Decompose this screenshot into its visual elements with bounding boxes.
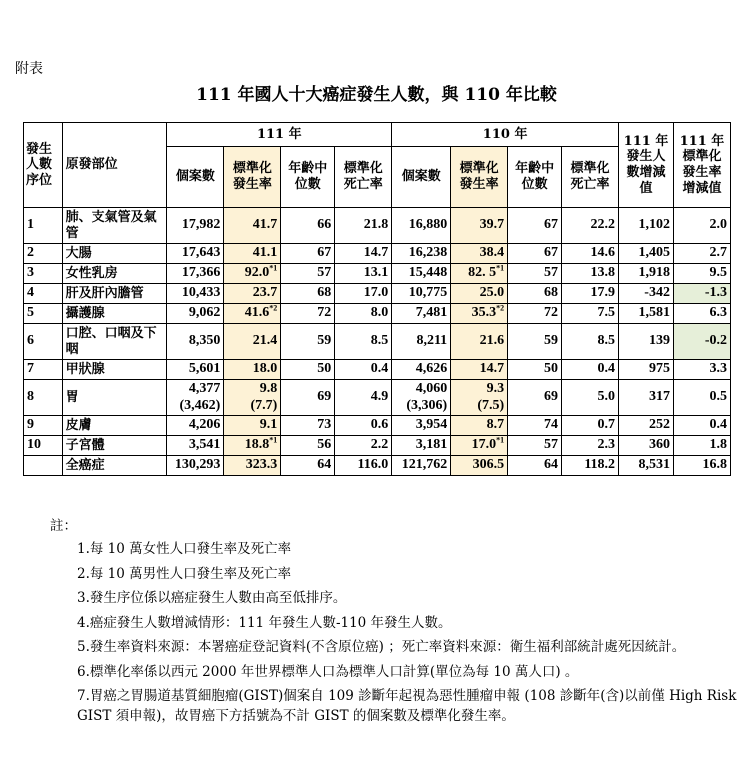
footnote-marker: *1 <box>269 435 278 445</box>
rank-cell: 7 <box>24 360 63 380</box>
age-111-cell <box>281 244 335 264</box>
note-item: 4.癌症發生人數增減情形：111 年發生人數-110 年發生人數。 <box>77 614 452 631</box>
footnote-marker: *2 <box>496 303 505 313</box>
cases-110-cell <box>392 284 451 304</box>
asr-111-cell-value: 18.0 <box>252 361 278 377</box>
cases-110-header: 個案數 <box>392 147 451 208</box>
footnote-marker: *1 <box>496 263 505 273</box>
mortality-111-cell <box>335 244 392 264</box>
asr-110-cell-value: 35.3 <box>471 305 497 321</box>
diff-asr-cell-value: 2.7 <box>709 245 727 261</box>
cases-111-cell-value: 4,206 <box>188 417 221 433</box>
asr-111-header: 標準化發生率 <box>224 147 281 208</box>
age-111-cell-value: 56 <box>317 437 332 453</box>
rank-cell <box>24 456 63 476</box>
mortality-110-header: 標準化死亡率 <box>562 147 619 208</box>
mortality-110-cell <box>562 304 619 324</box>
mortality-110-cell-value: 0.4 <box>597 361 616 377</box>
cases-110-cell <box>392 416 451 436</box>
age-110-cell-value: 72 <box>544 305 559 321</box>
asr-111-cell-value: 9.8 <box>259 380 278 396</box>
table-row <box>24 436 731 456</box>
table-row <box>24 324 731 360</box>
age-110-cell <box>508 436 562 456</box>
cases-110-cell-value: 4,060 <box>415 380 448 396</box>
diff-cases-cell <box>619 244 674 264</box>
diff-asr-cell <box>673 264 730 284</box>
site-cell: 皮膚 <box>62 416 167 436</box>
notes-label: 註： <box>50 518 77 534</box>
cases-110-cell-excluding-gist: (3,306) <box>406 397 448 413</box>
cases-111-cell-value: 4,377 <box>188 380 221 396</box>
cases-111-cell-value: 17,982 <box>181 217 221 233</box>
age-111-cell-value: 67 <box>317 245 332 261</box>
diff-cases-cell-value: 360 <box>648 437 670 453</box>
cases-111-cell <box>167 284 224 304</box>
asr-110-cell-value: 17.0 <box>471 437 497 453</box>
diff-asr-cell-value: 0.5 <box>709 389 727 405</box>
cases-110-cell-value: 16,880 <box>408 217 448 233</box>
age-111-cell <box>281 324 335 360</box>
age-111-cell-value: 57 <box>317 265 332 281</box>
table-row <box>24 208 731 244</box>
note-item: 7.胃癌之胃腸道基質細胞瘤(GIST)個案自 109 診斷年起視為惡性腫瘤申報 (108 診斷年(含)以前僅 High Risk GIST 須申報)，故胃癌下方括號為不計 GIST 的個案數及標準化發生率。 <box>77 688 737 724</box>
cases-111-cell <box>167 416 224 436</box>
diff-asr-cell <box>673 416 730 436</box>
table-row <box>24 284 731 304</box>
cases-110-cell <box>392 208 451 244</box>
age-110-cell <box>508 456 562 476</box>
asr-110-cell-value: 8.7 <box>486 417 505 433</box>
diff-asr-cell <box>673 324 730 360</box>
diff-cases-cell-value: 975 <box>648 361 670 377</box>
site-cell: 胃 <box>62 380 167 416</box>
site-cell: 大腸 <box>62 244 167 264</box>
diff-asr-cell <box>673 360 730 380</box>
rank-cell: 3 <box>24 264 63 284</box>
mortality-111-cell-value: 13.1 <box>363 265 389 281</box>
age-110-cell <box>508 416 562 436</box>
mortality-111-cell-value: 0.4 <box>370 361 389 377</box>
notes-section <box>50 514 740 732</box>
diff-cases-cell <box>619 304 674 324</box>
asr-111-cell <box>224 244 281 264</box>
age-110-cell-value: 67 <box>544 245 559 261</box>
age-111-cell-value: 73 <box>317 417 332 433</box>
cases-110-cell-value: 4,626 <box>415 361 448 377</box>
diff-asr-cell <box>673 436 730 456</box>
note-item: 1.每 10 萬女性人口發生率及死亡率 <box>77 541 292 557</box>
footnote-marker: *1 <box>496 435 505 445</box>
asr-110-cell-value: 39.7 <box>479 217 505 233</box>
mortality-110-cell-value: 13.8 <box>590 265 616 281</box>
mortality-111-header: 標準化死亡率 <box>335 147 392 208</box>
diff-asr-cell <box>673 284 730 304</box>
asr-110-cell-value: 9.3 <box>486 380 505 396</box>
diff-asr-cell <box>673 208 730 244</box>
diff-asr-cell-value: 9.5 <box>709 265 727 281</box>
cases-110-cell-value: 15,448 <box>408 265 448 281</box>
mortality-111-cell <box>335 264 392 284</box>
rank-cell: 5 <box>24 304 63 324</box>
mortality-111-cell-value: 14.7 <box>363 245 389 261</box>
asr-111-cell <box>224 436 281 456</box>
mortality-111-cell-value: 4.9 <box>370 389 389 405</box>
cases-110-cell <box>392 436 451 456</box>
mortality-111-cell-value: 8.5 <box>370 333 389 349</box>
mortality-110-cell-value: 14.6 <box>590 245 616 261</box>
diff-cases-cell-value: -342 <box>644 285 670 301</box>
cases-111-cell <box>167 208 224 244</box>
asr-110-cell-value: 38.4 <box>479 245 505 261</box>
diff-asr-cell-value: 6.3 <box>709 305 727 321</box>
mortality-110-cell <box>562 324 619 360</box>
rank-cell: 2 <box>24 244 63 264</box>
asr-110-cell <box>451 304 508 324</box>
mortality-111-cell-value: 2.2 <box>370 437 389 453</box>
diff-asr-cell-value: 3.3 <box>709 361 727 377</box>
cases-111-cell-value: 8,350 <box>188 333 221 349</box>
asr-110-cell-value: 14.7 <box>479 361 505 377</box>
diff-cases-cell-value: 317 <box>648 389 670 405</box>
age-111-cell <box>281 304 335 324</box>
mortality-110-cell-value: 17.9 <box>590 285 616 301</box>
age-110-cell <box>508 264 562 284</box>
asr-110-cell-value: 82. 5 <box>468 265 497 281</box>
age-110-cell-value: 57 <box>544 437 559 453</box>
mortality-110-cell-value: 0.7 <box>597 417 616 433</box>
table-row <box>24 380 731 416</box>
diff-cases-cell-value: 139 <box>648 333 670 349</box>
age-110-header: 年齡中位數 <box>508 147 562 208</box>
diff-asr-cell <box>673 304 730 324</box>
cases-111-cell <box>167 324 224 360</box>
mortality-110-cell <box>562 208 619 244</box>
site-cell: 子宮體 <box>62 436 167 456</box>
age-110-cell-value: 59 <box>544 333 559 349</box>
age-111-cell-value: 59 <box>317 333 332 349</box>
cases-111-cell-value: 5,601 <box>188 361 221 377</box>
cases-110-cell <box>392 264 451 284</box>
mortality-110-cell-value: 2.3 <box>597 437 616 453</box>
asr-111-cell-value: 41.1 <box>252 245 278 261</box>
diff-cases-cell <box>619 324 674 360</box>
cases-111-cell <box>167 456 224 476</box>
age-110-cell-value: 68 <box>544 285 559 301</box>
mortality-110-cell <box>562 436 619 456</box>
asr-110-cell <box>451 324 508 360</box>
asr-111-cell <box>224 304 281 324</box>
diff-asr-cell-value: -0.2 <box>704 333 727 349</box>
mortality-110-cell-value: 7.5 <box>597 305 616 321</box>
mortality-110-cell-value: 5.0 <box>597 389 616 405</box>
diff-asr-cell-value: 1.8 <box>709 437 727 453</box>
asr-110-cell-value: 21.6 <box>479 333 505 349</box>
cases-111-cell-excluding-gist: (3,462) <box>179 397 221 413</box>
footnote-marker: *2 <box>269 303 278 313</box>
asr-110-cell <box>451 456 508 476</box>
cases-111-cell-value: 9,062 <box>188 305 221 321</box>
asr-110-cell-excluding-gist: (7.5) <box>477 397 505 413</box>
rank-cell: 1 <box>24 208 63 244</box>
asr-111-cell-value: 41.6 <box>244 305 270 321</box>
asr-111-cell-value: 18.8 <box>244 437 270 453</box>
asr-110-cell <box>451 208 508 244</box>
note-item: 5.發生率資料來源：本署癌症登記資料(不含原位癌) ；死亡率資料來源：衛生福利部統計處死因統計。 <box>77 639 686 656</box>
age-110-cell-value: 64 <box>544 457 559 473</box>
mortality-110-cell-value: 8.5 <box>597 333 616 349</box>
note-item: 6.標準化率係以西元 2000 年世界標準人口為標準人口計算(單位為每 10 萬人口) 。 <box>77 663 579 680</box>
asr-111-cell-value: 41.7 <box>252 217 278 233</box>
year-110-header: 110 年 <box>392 123 619 147</box>
mortality-111-cell-value: 8.0 <box>370 305 389 321</box>
cases-111-cell-value: 17,366 <box>181 265 221 281</box>
diff-cases-cell-value: 252 <box>648 417 670 433</box>
diff-cases-cell <box>619 380 674 416</box>
asr-111-cell <box>224 208 281 244</box>
age-110-cell-value: 69 <box>544 389 559 405</box>
diff-cases-cell <box>619 208 674 244</box>
age-111-cell <box>281 360 335 380</box>
site-cell: 女性乳房 <box>62 264 167 284</box>
cases-110-cell <box>392 304 451 324</box>
cases-111-cell <box>167 264 224 284</box>
asr-110-cell <box>451 284 508 304</box>
age-111-cell <box>281 436 335 456</box>
age-111-cell-value: 64 <box>317 457 332 473</box>
age-111-cell-value: 72 <box>317 305 332 321</box>
comparison-table <box>23 122 731 476</box>
diff-cases-cell-value: 1,918 <box>638 265 670 281</box>
rank-cell: 8 <box>24 380 63 416</box>
age-111-cell <box>281 264 335 284</box>
table-row <box>24 264 731 284</box>
cases-110-cell <box>392 324 451 360</box>
age-110-cell-value: 57 <box>544 265 559 281</box>
age-111-cell <box>281 456 335 476</box>
year-111-header: 111 年 <box>167 123 392 147</box>
rank-cell: 9 <box>24 416 63 436</box>
table-row <box>24 360 731 380</box>
asr-111-cell <box>224 456 281 476</box>
cases-110-cell-value: 10,775 <box>408 285 448 301</box>
cases-110-cell <box>392 244 451 264</box>
diff-cases-header: 111 年發生人數增減值 <box>619 123 674 208</box>
cases-111-cell <box>167 304 224 324</box>
age-111-header: 年齡中位數 <box>281 147 335 208</box>
mortality-111-cell <box>335 284 392 304</box>
asr-110-cell <box>451 264 508 284</box>
appendix-label: 附表 <box>15 61 43 77</box>
mortality-111-cell-value: 21.8 <box>363 217 389 233</box>
mortality-110-cell <box>562 380 619 416</box>
asr-110-cell <box>451 360 508 380</box>
diff-asr-cell-value: 2.0 <box>709 217 727 233</box>
footnote-marker: *1 <box>269 263 278 273</box>
total-row <box>24 456 731 476</box>
mortality-111-cell <box>335 360 392 380</box>
asr-111-cell <box>224 380 281 416</box>
diff-asr-cell-value: -1.3 <box>704 285 727 301</box>
asr-110-cell <box>451 244 508 264</box>
cases-110-cell-value: 16,238 <box>408 245 448 261</box>
diff-asr-header: 111 年標準化發生率增減值 <box>673 123 730 208</box>
page-title: 111 年國人十大癌症發生人數，與 110 年比較 <box>196 85 557 105</box>
diff-asr-cell <box>673 456 730 476</box>
site-cell: 攝護腺 <box>62 304 167 324</box>
note-item: 3.發生序位係以癌症發生人數由高至低排序。 <box>77 590 347 607</box>
age-111-cell <box>281 416 335 436</box>
age-111-cell-value: 68 <box>317 285 332 301</box>
mortality-111-cell <box>335 324 392 360</box>
table-row <box>24 244 731 264</box>
mortality-110-cell <box>562 284 619 304</box>
cases-111-cell-value: 10,433 <box>181 285 221 301</box>
cases-111-cell <box>167 436 224 456</box>
cases-111-header: 個案數 <box>167 147 224 208</box>
site-header: 原發部位 <box>62 123 167 208</box>
asr-111-cell <box>224 284 281 304</box>
age-110-cell <box>508 380 562 416</box>
site-cell: 甲狀腺 <box>62 360 167 380</box>
asr-111-cell <box>224 324 281 360</box>
diff-asr-cell <box>673 380 730 416</box>
asr-111-cell <box>224 360 281 380</box>
notes-list <box>50 540 740 727</box>
site-cell: 全癌症 <box>62 456 167 476</box>
mortality-111-cell <box>335 304 392 324</box>
age-110-cell <box>508 360 562 380</box>
cases-111-cell <box>167 380 224 416</box>
cases-110-cell <box>392 456 451 476</box>
mortality-110-cell <box>562 416 619 436</box>
cases-110-cell <box>392 380 451 416</box>
mortality-110-cell <box>562 264 619 284</box>
age-110-cell <box>508 208 562 244</box>
cases-110-cell-value: 3,181 <box>415 437 448 453</box>
cases-110-cell-value: 121,762 <box>401 457 448 473</box>
age-110-cell-value: 67 <box>544 217 559 233</box>
rank-cell: 6 <box>24 324 63 360</box>
cases-110-cell-value: 7,481 <box>415 305 448 321</box>
age-111-cell-value: 66 <box>317 217 332 233</box>
asr-111-cell-value: 92.0 <box>244 265 270 281</box>
age-110-cell <box>508 324 562 360</box>
age-110-cell <box>508 244 562 264</box>
diff-cases-cell <box>619 284 674 304</box>
mortality-111-cell <box>335 436 392 456</box>
diff-asr-cell-value: 0.4 <box>709 417 727 433</box>
cases-111-cell-value: 3,541 <box>188 437 221 453</box>
asr-110-cell <box>451 416 508 436</box>
diff-cases-cell-value: 1,581 <box>638 305 670 321</box>
age-111-cell <box>281 380 335 416</box>
age-111-cell-value: 50 <box>317 361 332 377</box>
asr-111-cell-value: 23.7 <box>252 285 278 301</box>
note-item: 2.每 10 萬男性人口發生率及死亡率 <box>77 565 292 582</box>
diff-cases-cell <box>619 416 674 436</box>
asr-110-cell-value: 25.0 <box>479 285 505 301</box>
mortality-111-cell-value: 17.0 <box>363 285 389 301</box>
cases-111-cell <box>167 244 224 264</box>
table-row <box>24 416 731 436</box>
site-cell: 肝及肝內膽管 <box>62 284 167 304</box>
diff-cases-cell-value: 1,102 <box>638 217 670 233</box>
diff-cases-cell <box>619 264 674 284</box>
age-111-cell <box>281 284 335 304</box>
cases-110-cell <box>392 360 451 380</box>
site-cell: 肺、支氣管及氣管 <box>62 208 167 244</box>
asr-111-cell-value: 9.1 <box>259 417 278 433</box>
cases-111-cell-value: 130,293 <box>174 457 221 473</box>
age-110-cell <box>508 304 562 324</box>
asr-111-cell <box>224 264 281 284</box>
diff-cases-cell-value: 1,405 <box>638 245 670 261</box>
diff-cases-cell <box>619 360 674 380</box>
asr-110-header: 標準化發生率 <box>451 147 508 208</box>
mortality-110-cell <box>562 244 619 264</box>
age-110-cell-value: 50 <box>544 361 559 377</box>
diff-asr-cell-value: 16.8 <box>702 457 727 473</box>
asr-110-cell-value: 306.5 <box>472 457 505 473</box>
cases-110-cell-value: 3,954 <box>415 417 448 433</box>
age-111-cell <box>281 208 335 244</box>
diff-asr-cell <box>673 244 730 264</box>
mortality-111-cell-value: 0.6 <box>370 417 389 433</box>
mortality-110-cell <box>562 360 619 380</box>
site-cell: 口腔、口咽及下咽 <box>62 324 167 360</box>
mortality-111-cell-value: 116.0 <box>357 457 389 473</box>
asr-111-cell-value: 323.3 <box>245 457 278 473</box>
mortality-111-cell <box>335 208 392 244</box>
asr-111-cell <box>224 416 281 436</box>
mortality-111-cell <box>335 416 392 436</box>
age-110-cell-value: 74 <box>544 417 559 433</box>
mortality-110-cell <box>562 456 619 476</box>
table-row <box>24 304 731 324</box>
diff-cases-cell <box>619 436 674 456</box>
mortality-110-cell-value: 22.2 <box>590 217 616 233</box>
diff-cases-cell <box>619 456 674 476</box>
mortality-111-cell <box>335 380 392 416</box>
asr-110-cell <box>451 380 508 416</box>
cases-111-cell-value: 17,643 <box>181 245 221 261</box>
age-110-cell <box>508 284 562 304</box>
cases-111-cell <box>167 360 224 380</box>
age-111-cell-value: 69 <box>317 389 332 405</box>
rank-cell: 10 <box>24 436 63 456</box>
cases-110-cell-value: 8,211 <box>416 333 448 349</box>
rank-cell: 4 <box>24 284 63 304</box>
mortality-110-cell-value: 118.2 <box>584 457 616 473</box>
asr-111-cell-value: 21.4 <box>252 333 278 349</box>
asr-110-cell <box>451 436 508 456</box>
rank-header: 發生人數序位 <box>24 123 63 208</box>
diff-cases-cell-value: 8,531 <box>638 457 670 473</box>
mortality-111-cell <box>335 456 392 476</box>
asr-111-cell-excluding-gist: (7.7) <box>250 397 278 413</box>
